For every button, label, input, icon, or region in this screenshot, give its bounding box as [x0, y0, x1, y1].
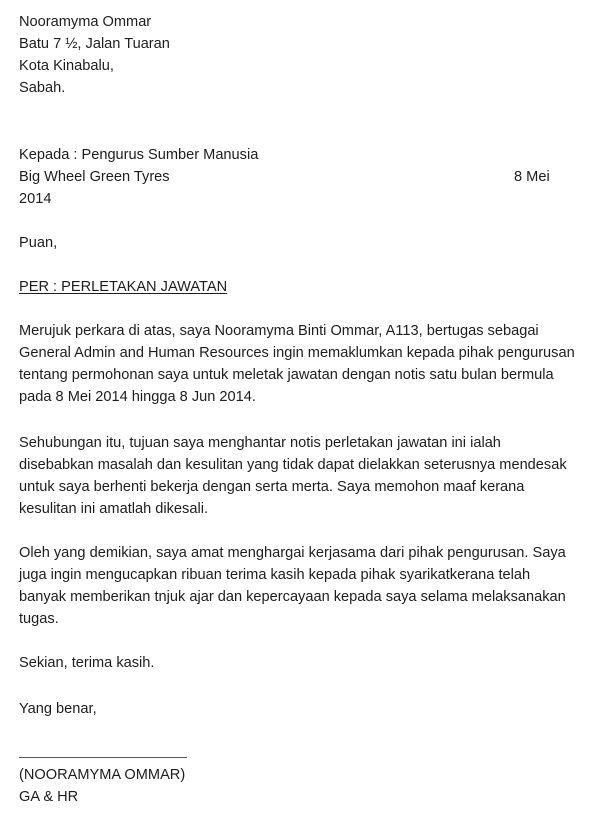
paragraph-2-line: Sehubungan itu, tujuan saya menghantar notis perletakan jawatan ini ialah	[19, 435, 501, 451]
paragraph-3-line: tugas.	[19, 611, 59, 627]
signatory-name: (NOORAMYMA OMMAR)	[19, 767, 186, 783]
paragraph-2-line: untuk saya berhenti bekerja dengan serta merta. Saya memohon maaf kerana	[19, 479, 525, 495]
sender-name: Nooramyma Ommar	[19, 14, 152, 30]
paragraph-3-line: Oleh yang demikian, saya amat menghargai kerjasama dari pihak pengurusan. Saya	[19, 545, 566, 561]
recipient-line: Kepada : Pengurus Sumber Manusia	[19, 147, 259, 163]
sender-address-line-1: Batu 7 ½, Jalan Tuaran	[19, 36, 170, 52]
paragraph-1-line: General Admin and Human Resources ingin memaklumkan kepada pihak pengurusan	[19, 345, 575, 361]
letter-date: 8 Mei	[514, 169, 550, 185]
salutation: Puan,	[19, 235, 58, 251]
paragraph-2-line: disebabkan masalah dan kesulitan yang tidak dapat dielakkan seterusnya mendesak	[19, 457, 567, 473]
recipient-company: Big Wheel Green Tyres	[19, 169, 170, 185]
sender-address-line-3: Sabah.	[19, 80, 66, 96]
paragraph-1-line: Merujuk perkara di atas, saya Nooramyma Binti Ommar, A113, bertugas sebagai	[19, 323, 539, 339]
paragraph-2-line: kesulitan ini amatlah dikesali.	[19, 501, 209, 517]
signature-line	[19, 757, 187, 758]
subject-line: PER : PERLETAKAN JAWATAN	[19, 279, 228, 295]
paragraph-1-line: pada 8 Mei 2014 hingga 8 Jun 2014.	[19, 389, 256, 405]
paragraph-3-line: banyak memberikan tnjuk ajar dan kepercayaan kepada saya selama melaksanakan	[19, 589, 566, 605]
signatory-title: GA & HR	[19, 789, 79, 805]
paragraph-1-line: tentang permohonan saya untuk meletak jawatan dengan notis satu bulan bermula	[19, 367, 554, 383]
closing-thanks: Sekian, terima kasih.	[19, 655, 155, 671]
letter-date-year: 2014	[19, 191, 52, 207]
paragraph-3-line: juga ingin mengucapkan ribuan terima kasih kepada pihak syarikatkerana telah	[19, 567, 531, 583]
closing-sincerely: Yang benar,	[19, 701, 97, 717]
sender-address-line-2: Kota Kinabalu,	[19, 58, 114, 74]
